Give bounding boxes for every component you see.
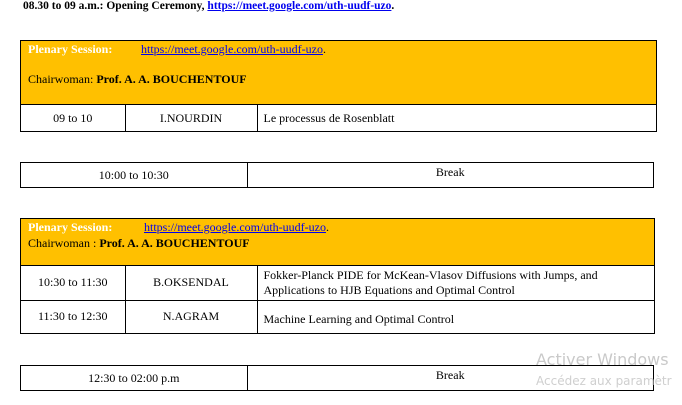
table-row (21, 300, 654, 333)
session-2-label: Plenary Session: (28, 220, 113, 234)
table-row (21, 105, 656, 131)
plenary-session-1 (20, 40, 657, 132)
opening-ceremony-line (23, 0, 394, 12)
session-1-meet-link[interactable]: https://meet.google.com/uth-uudf-uzo (141, 42, 323, 56)
session-1-table (21, 105, 656, 131)
break-1-time: 10:00 to 10:30 (21, 163, 247, 187)
plenary-session-2 (20, 218, 655, 334)
opening-text: 08.30 to 09 a.m.: Opening Ceremony, (23, 0, 205, 12)
session-1-link-wrap (141, 42, 326, 57)
break-2-label: Break (435, 368, 465, 382)
row-title-line-2: Applications to HJB Equations and Optimal Control (263, 282, 515, 297)
session-1-chair (28, 72, 247, 87)
session-1-chair-label: Chairwoman: (28, 72, 94, 86)
row-speaker: B.OKSENDAL (125, 266, 257, 300)
break-1-table (21, 163, 653, 187)
session-2-header (21, 219, 654, 266)
row-title-line-1: Fokker-Planck PIDE for McKean-Vlasov Diffusions with Jumps, and (263, 267, 598, 282)
row-time: 11:30 to 12:30 (21, 300, 125, 333)
row-speaker: I.NOURDIN (125, 105, 257, 131)
session-2-link-suffix: . (325, 220, 329, 234)
session-2-meet-link[interactable]: https://meet.google.com/uth-uudf-uzo (144, 220, 326, 234)
windows-activation-watermark-subtext: Accédez aux paramètr (536, 374, 672, 388)
opening-suffix: . (391, 0, 395, 12)
session-2-chair-label: Chairwoman : (28, 236, 97, 250)
row-time: 10:30 to 11:30 (21, 266, 125, 300)
break-1-label: Break (435, 165, 465, 179)
session-2-chair (28, 236, 250, 251)
table-row (21, 163, 653, 187)
session-2-table (21, 266, 654, 333)
row-title: Le processus de Rosenblatt (263, 110, 395, 125)
break-1-box (20, 162, 654, 188)
session-1-chair-name: Prof. A. A. BOUCHENTOUF (96, 72, 247, 86)
table-row (21, 266, 654, 300)
opening-meet-link[interactable]: https://meet.google.com/uth-uudf-uzo (207, 0, 392, 12)
row-speaker: N.AGRAM (125, 300, 257, 333)
session-1-link-suffix: . (322, 42, 326, 56)
session-2-link-wrap (144, 220, 329, 235)
session-2-chair-name: Prof. A. A. BOUCHENTOUF (99, 236, 250, 250)
windows-activation-watermark: Activer Windows (536, 350, 669, 369)
break-2-time: 12:30 to 02:00 p.m (21, 366, 247, 390)
session-1-header (21, 41, 656, 105)
row-title: Machine Learning and Optimal Control (263, 312, 455, 327)
session-1-label: Plenary Session: (28, 42, 113, 56)
row-title (257, 266, 654, 300)
row-time: 09 to 10 (21, 105, 125, 131)
